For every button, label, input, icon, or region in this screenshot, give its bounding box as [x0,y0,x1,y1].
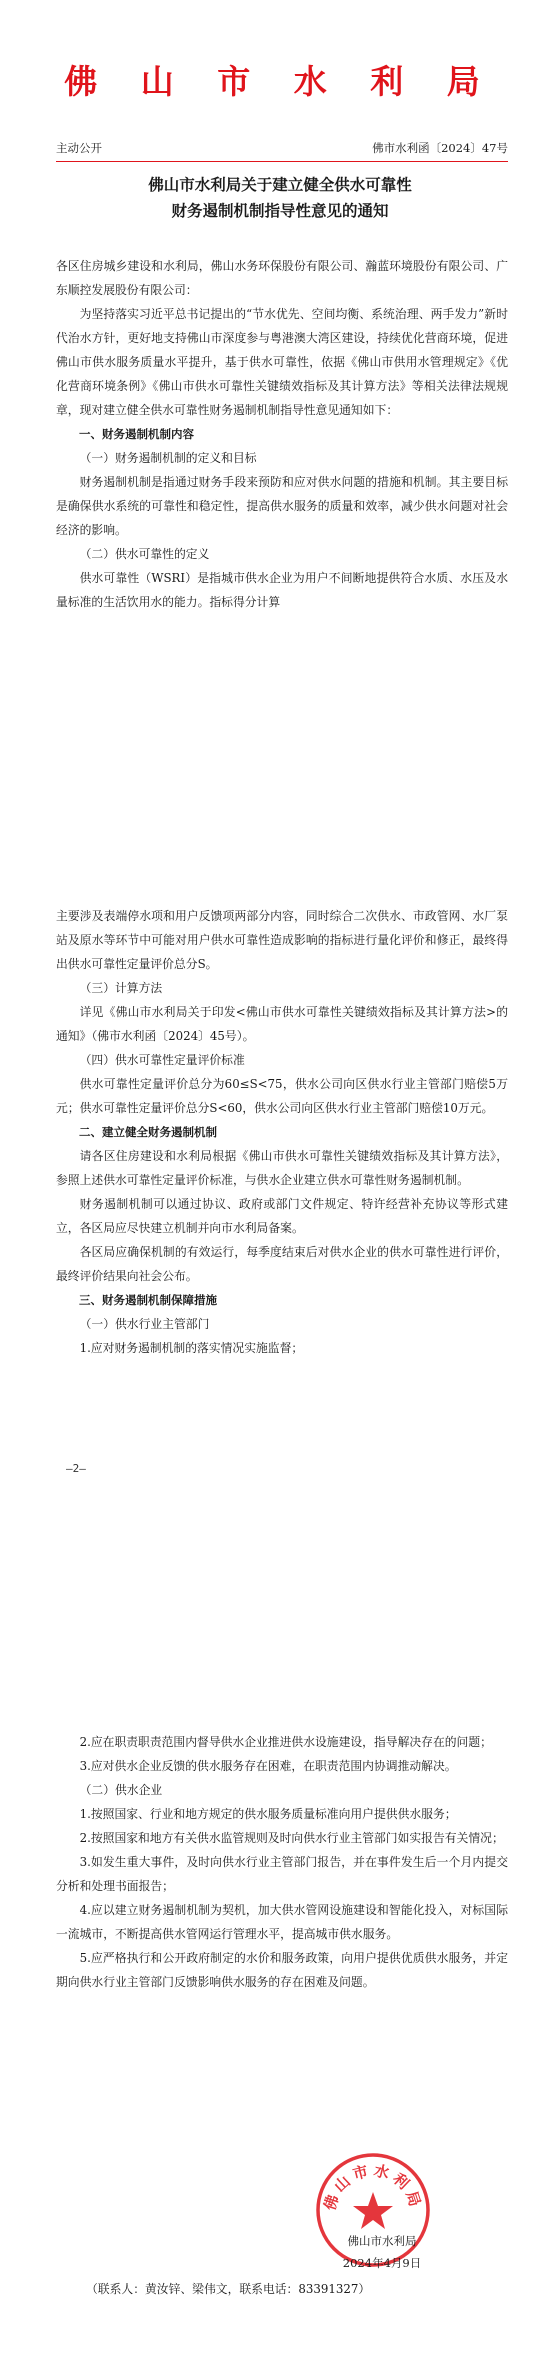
section-2-paragraph-3: 各区局应确保机制的有效运行，每季度结束后对供水企业的供水可靠性进行评价，最终评价结果向社会公布。 [56,1245,508,1283]
contact-info: （联系人：黄汝锌、梁伟文，联系电话：83391327） [86,2282,371,2296]
section-3-2-item-2: 2.按照国家和地方有关供水监管规则及时向供水行业主管部门如实报告有关情况； [79,1831,504,1845]
section-3-2-item-1: 1.按照国家、行业和地方规定的供水服务质量标准向用户提供供水服务； [79,1807,457,1821]
body-block-page-3 [56,1730,508,1994]
section-1-3-text: 详见《佛山市水利局关于印发<佛山市供水可靠性关键绩效指标及其计算方法>的通知》（佛市水利函〔2024〕45号）。 [56,1005,508,1043]
sign-date: 2024年4月9日 [342,2256,422,2270]
body-block-page-1 [56,254,508,614]
body-block-page-2 [56,904,508,1360]
signature-block [282,2230,482,2274]
section-3-1-item-3: 3.应对供水企业反馈的供水服务存在困难，在职责范围内协调推动解决。 [79,1759,457,1773]
section-1-heading: 一、财务遏制机制内容 [79,427,194,441]
section-1-2-text-a: 供水可靠性（WSRI）是指城市供水企业为用户不间断地提供符合水质、水压及水量标准的生活饮用水的能力。指标得分计算 [56,571,508,609]
section-2-paragraph-2: 财务遏制机制可以通过协议、政府或部门文件规定、特许经营补充协议等形式建立，各区局应尽快建立机制并向市水利局备案。 [56,1197,508,1235]
doc-title-line-2: 财务遏制机制指导性意见的通知 [171,201,389,220]
recipients: 各区住房城乡建设和水利局，佛山水务环保股份有限公司、瀚蓝环境股份有限公司、广东顺控发展股份有限公司： [56,259,508,297]
section-3-2-item-5: 5.应严格执行和公开政府制定的水价和服务政策，向用户提供优质供水服务，并定期向供水行业主管部门反馈影响供水服务的存在困难及问题。 [56,1951,508,1989]
section-3-1-heading: （一）供水行业主管部门 [79,1317,210,1331]
seal-text: 佛山市水利局 [320,2161,426,2213]
page-number: —2— [66,1462,86,1475]
signatory: 佛山市水利局 [347,2234,417,2248]
section-3-1-item-1: 1.应对财务遏制机制的落实情况实施监督； [79,1341,304,1355]
doc-number: 佛市水利函〔2024〕47号 [372,141,508,155]
section-1-4-heading: （四）供水可靠性定量评价标准 [79,1053,245,1067]
section-1-2-text-b: 主要涉及表端停水项和用户反馈项两部分内容，同时综合二次供水、市政管网、水厂泵站及原水等环节中可能对用户供水可靠性造成影响的指标进行量化评价和修正，最终得出供水可靠性定量评价总分S。 [56,909,508,971]
section-2-heading: 二、建立健全财务遏制机制 [79,1125,217,1139]
section-1-3-heading: （三）计算方法 [79,981,163,995]
section-3-2-item-4: 4.应以建立财务遏制机制为契机，加大供水管网设施建设和智能化投入，对标国际一流城市，不断提高供水管网运行管理水平，提高城市供水服务。 [56,1903,508,1941]
section-3-2-item-3: 3.如发生重大事件，及时向供水行业主管部门报告，并在事件发生后一个月内提交分析和处理书面报告； [56,1855,508,1893]
disclosure-label: 主动公开 [56,141,102,155]
doc-title-line-1: 佛山市水利局关于建立健全供水可靠性 [148,175,412,194]
masthead-title: 佛 山 市 水 利 局 [64,62,496,101]
section-3-1-item-2: 2.应在职责职责范围内督导供水企业推进供水设施建设，指导解决存在的问题； [79,1735,492,1749]
section-2-paragraph-1: 请各区住房建设和水利局根据《佛山市供水可靠性关键绩效指标及其计算方法》，参照上述供水可靠性定量评价标准，与供水企业建立供水可靠性财务遏制机制。 [56,1149,508,1187]
section-1-1-heading: （一）财务遏制机制的定义和目标 [79,451,257,465]
section-3-heading: 三、财务遏制机制保障措施 [79,1293,217,1307]
doc-title [40,172,520,224]
section-1-4-text: 供水可靠性定量评价总分为60≤S<75，供水公司向区供水行业主管部门赔偿5万元；供水可靠性定量评价总分S<60，供水公司向区供水行业主管部门赔偿10万元。 [56,1077,508,1115]
section-3-2-heading: （二）供水企业 [79,1783,163,1797]
red-divider [56,161,508,162]
section-1-2-heading: （二）供水可靠性的定义 [79,547,210,561]
section-1-1-text: 财务遏制机制是指通过财务手段来预防和应对供水问题的措施和机制。其主要目标是确保供水系统的可靠性和稳定性，提高供水服务的质量和效率，减少供水问题对社会经济的影响。 [56,475,508,537]
intro-paragraph: 为坚持落实习近平总书记提出的“节水优先、空间均衡、系统治理、两手发力”新时代治水方针，更好地支持佛山市深度参与粤港澳大湾区建设，持续优化营商环境，促进佛山市供水服务质量水平提升，基于供水可靠性，依据《佛山市供用水管理规定》《优化营商环境条例》《佛山市供水可靠性关键绩效指标及其计算方法》等相关法律法规规章，现对建立健全供水可靠性财务遏制机制指导性意见通知如下： [56,307,508,417]
